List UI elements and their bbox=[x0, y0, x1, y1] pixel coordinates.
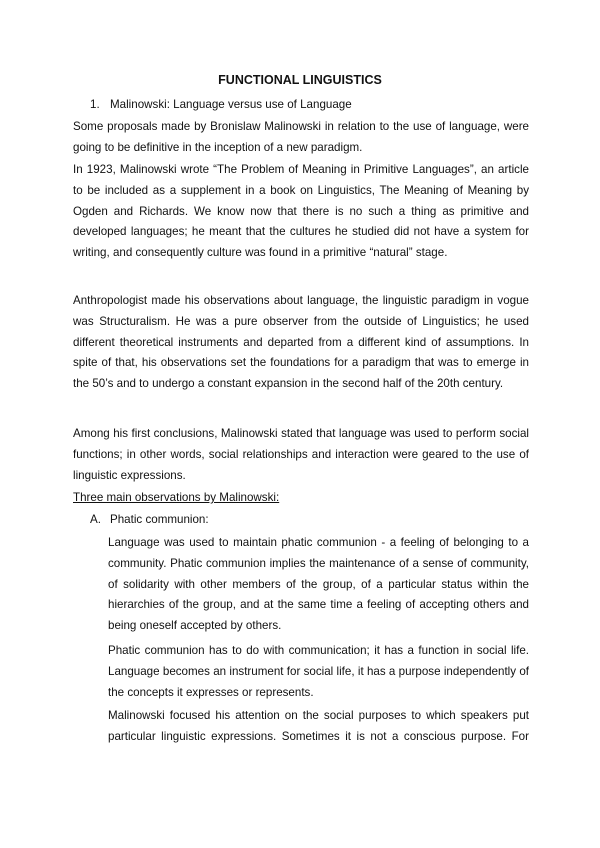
point-a-paragraph-2: Phatic communion has to do with communication; it has a function in social life. Language becomes an instrument for social life, it has a purpose independently of the concepts it expresses or represents. bbox=[108, 644, 529, 699]
point-a-heading-text: Phatic communion: bbox=[110, 513, 209, 526]
paragraph-1: Some proposals made by Bronislaw Malinowski in relation to the use of language, were going to be definitive in the inception of a new paradigm. bbox=[73, 120, 529, 154]
paragraph-3: Anthropologist made his observations about language, the linguistic paradigm in vogue was Structuralism. He was a pure observer from the outside of Linguistics; he used different theoretical instruments and departed from a different kind of assumptions. In spite of that, his observations set the foundations for a paradigm that was to emerge in the 50’s and to undergo a constant expansion in the second half of the 20th century. bbox=[73, 294, 529, 391]
observations-heading: Three main observations by Malinowski: bbox=[73, 491, 280, 504]
point-a-heading bbox=[90, 510, 209, 531]
paragraph-2: In 1923, Malinowski wrote “The Problem of Meaning in Primitive Languages”, an article to be included as a supplement in a book on Linguistics, The Meaning of Meaning by Ogden and Richards. We know now that there is no such a thing as primitive and developed languages; he meant that the cultures he studied did not have a system for writing, and consequently culture was found in a primitive “natural” stage. bbox=[73, 163, 529, 260]
section-number: 1. bbox=[90, 98, 100, 111]
paragraph-4: Among his first conclusions, Malinowski stated that language was used to perform social functions; in other words, social relationships and interaction were geared to the use of linguistic expressions. bbox=[73, 427, 529, 482]
section-heading-text: Malinowski: Language versus use of Language bbox=[110, 98, 352, 111]
point-a-letter: A. bbox=[90, 513, 101, 526]
section-heading bbox=[90, 95, 530, 116]
point-a-paragraph-1: Language was used to maintain phatic communion - a feeling of belonging to a community. Phatic communion implies the maintenance of a sense of community, of solidarity with other members of the group, of a particular status within the hierarchies of the group, and at the same time a feeling of accepting others and being oneself accepted by others. bbox=[108, 536, 529, 633]
document-title: FUNCTIONAL LINGUISTICS bbox=[218, 73, 382, 87]
point-a-paragraph-3: Malinowski focused his attention on the social purposes to which speakers put particular linguistic expressions. Sometimes it is not a conscious purpose. For bbox=[108, 709, 529, 743]
